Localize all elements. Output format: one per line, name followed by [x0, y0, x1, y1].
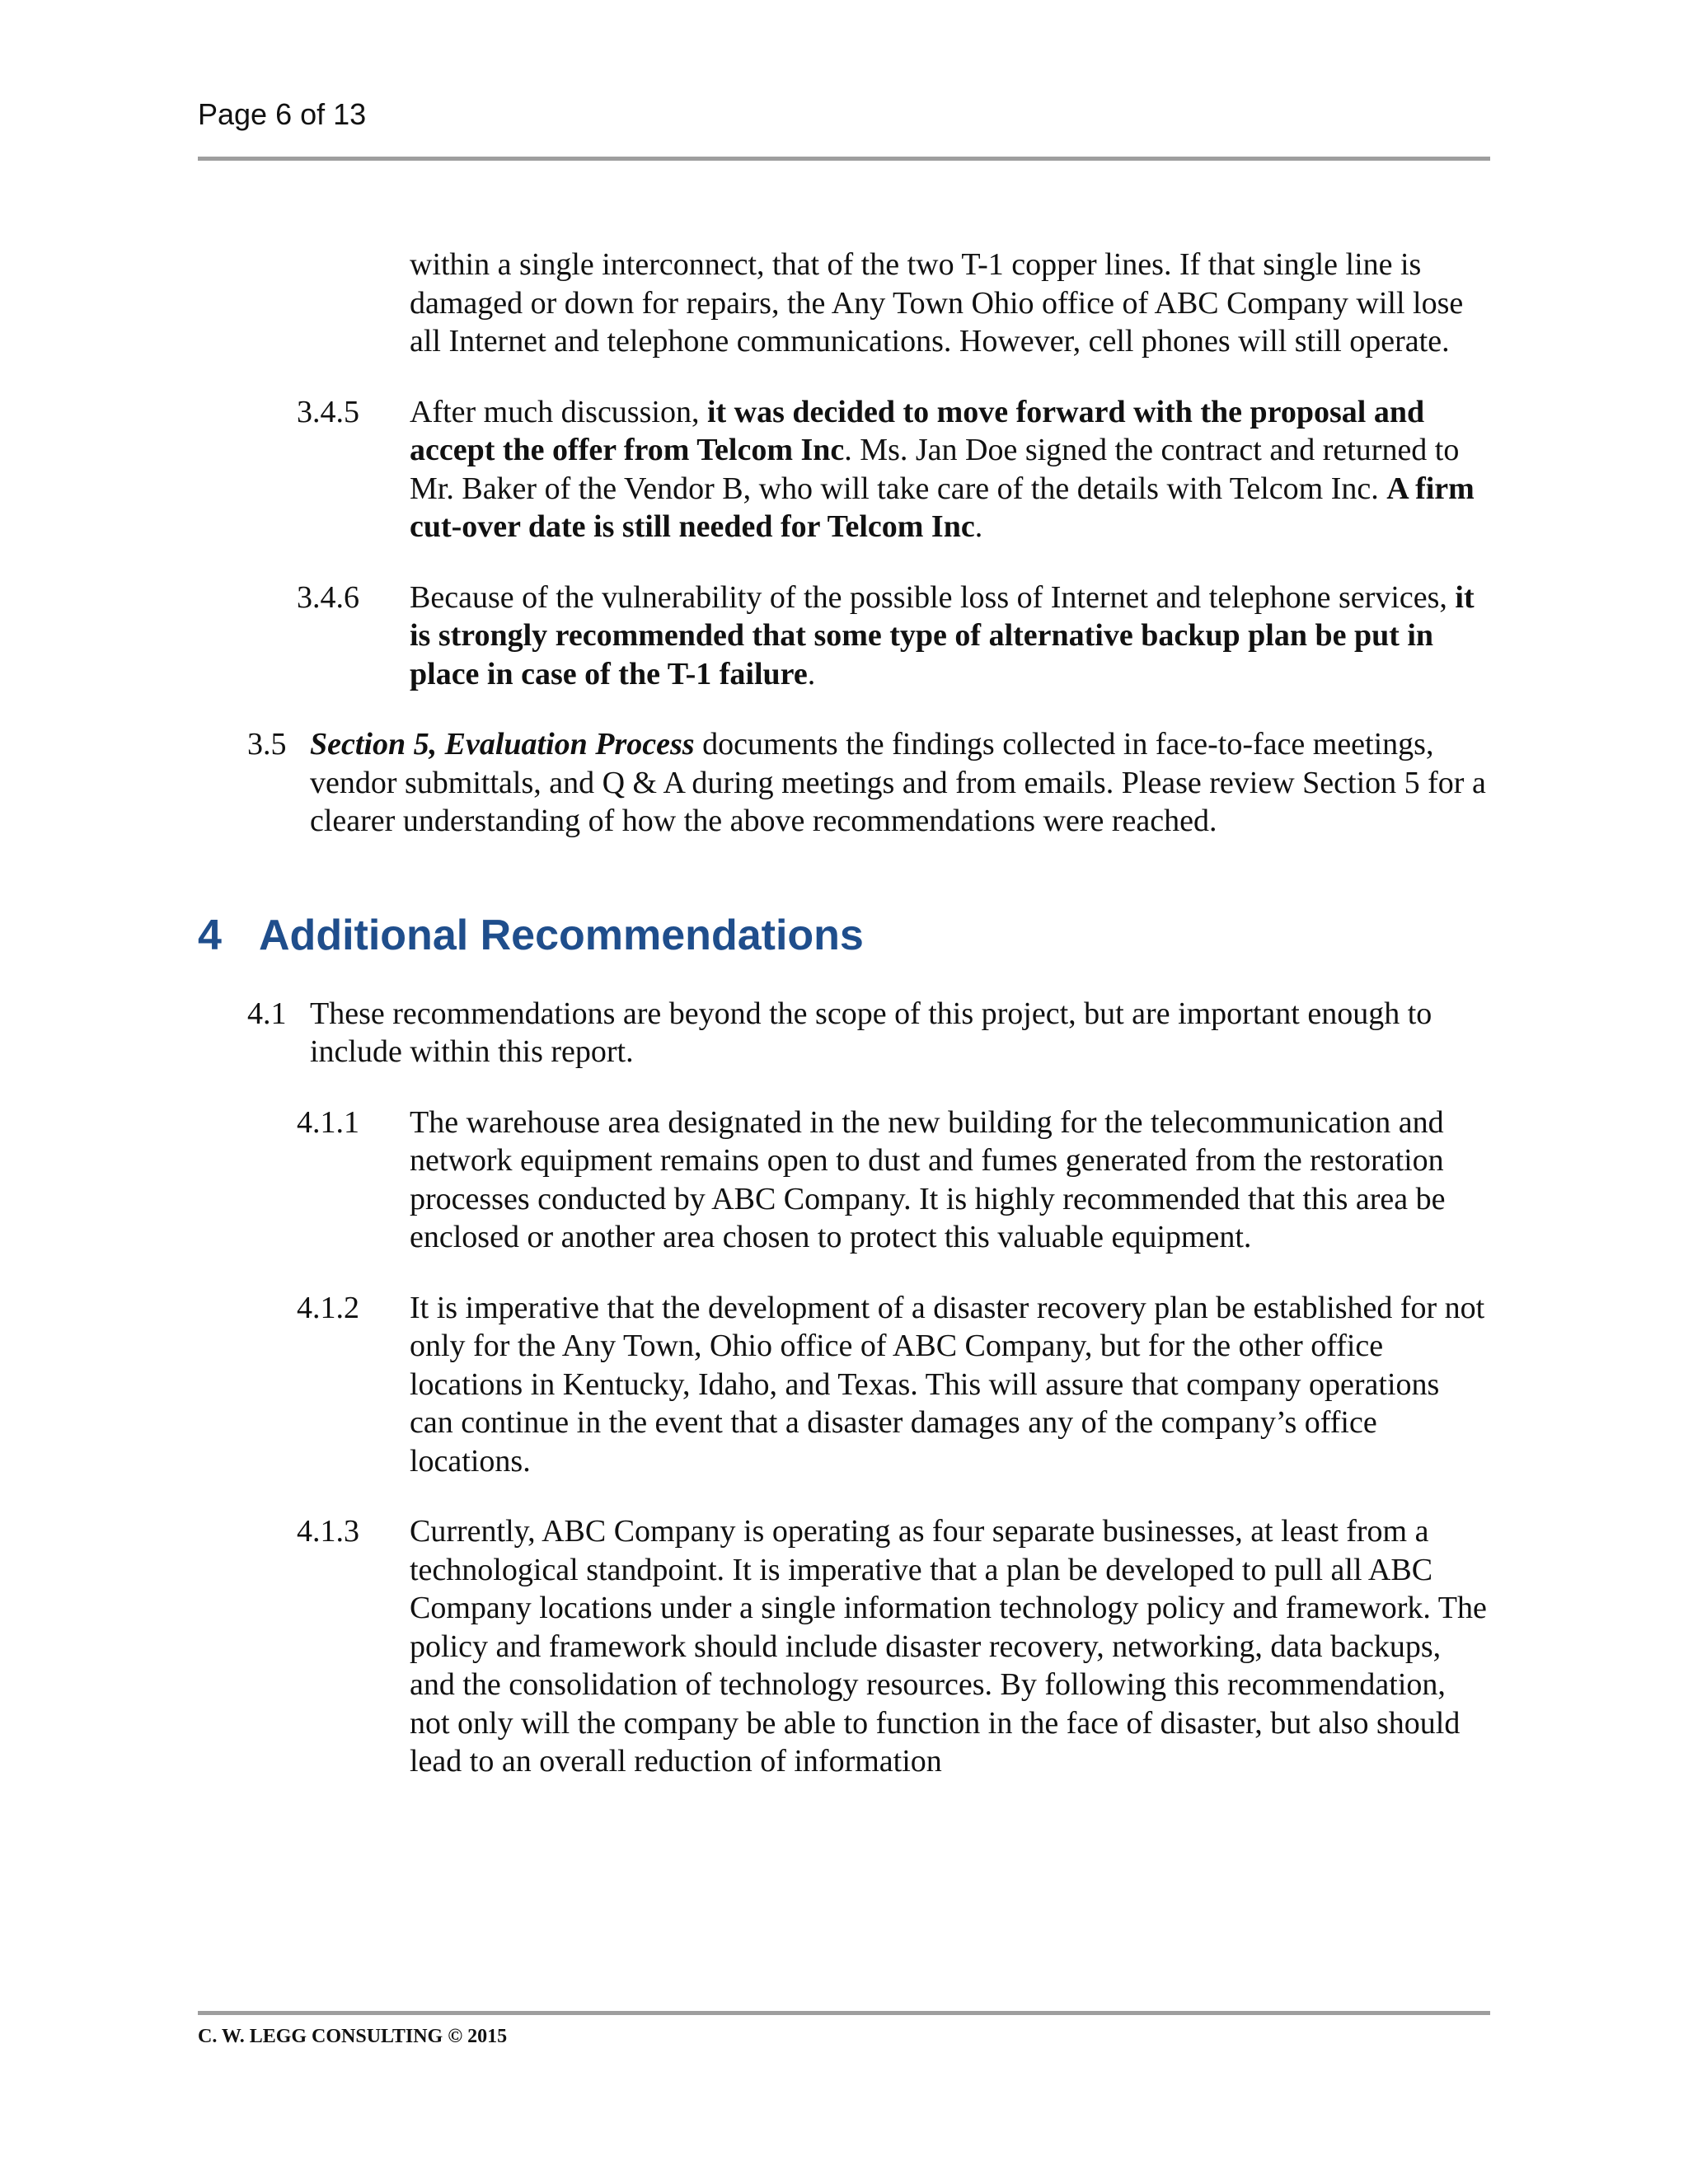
bold-text: it was decided to move forward with the proposal and accept the offer from Telcom Inc [410, 394, 1425, 467]
paragraph-number: 4.1.1 [297, 1104, 359, 1140]
text: The warehouse area designated in the new building for the telecommunication and network equipment remains open to dust and fumes generated from the restoration processes conducted by ABC Company. It is highly recommended that this area be enclosed or another area chosen to protect this valuable equipment. [410, 1104, 1446, 1254]
paragraph-4-1-2 [198, 1289, 1490, 1481]
paragraph-4-1 [198, 995, 1490, 1071]
paragraph-number: 3.5 [247, 727, 287, 762]
paragraph-number: 4.1.3 [297, 1514, 359, 1549]
section-reference: Section 5, Evaluation Process [310, 727, 695, 762]
paragraph-4-1-1 [198, 1104, 1490, 1257]
page-number: Page 6 of 13 [198, 97, 367, 131]
paragraph-continuation: within a single interconnect, that of the two T-1 copper lines. If that single line is damaged or down for repairs, the Any Town Ohio office of ABC Company will lose all Internet and telephone communications. However, cell phones will still operate. [410, 247, 1464, 359]
text: Currently, ABC Company is operating as four separate businesses, at least from a technological standpoint. It is imperative that a plan be developed to pull all ABC Company locations under a single information technology policy and framework. The policy and framework should include disaster recovery, networking, data backups, and the consolidation of technology resources. By following this recommendation, not only will the company be able to function in the face of disaster, but also should lead to an overall reduction of information [410, 1514, 1487, 1779]
paragraph-number: 3.4.5 [297, 394, 359, 429]
paragraph-3-4-6 [198, 579, 1490, 694]
paragraph-4-1-3 [198, 1512, 1490, 1781]
paragraph-3-4-5 [198, 393, 1490, 546]
paragraph-number: 3.4.6 [297, 579, 359, 615]
text: Because of the vulnerability of the possible loss of Internet and telephone services, [410, 579, 1456, 615]
header-rule [198, 157, 1490, 161]
bold-text: it is strongly recommended that some type of alternative backup plan be put in place in case of the T-1 failure [410, 579, 1475, 691]
text: . [807, 656, 816, 691]
footer-copyright: C. W. LEGG CONSULTING © 2015 [198, 2026, 508, 2047]
text: These recommendations are beyond the scope of this project, but are important enough to include within this report. [310, 996, 1432, 1069]
text: . [974, 509, 983, 544]
footer-rule [198, 2011, 1490, 2015]
text: . Ms. Jan Doe signed the contract and returned to Mr. Baker of the Vendor B, who will take care of the details with Telcom Inc. [410, 433, 1460, 506]
text: After much discussion, [410, 394, 707, 429]
paragraph-number: 4.1.2 [297, 1290, 359, 1325]
document-body [198, 246, 1490, 1781]
text: It is imperative that the development of a disaster recovery plan be established for not only for the Any Town, Ohio office of ABC Company, but for the other office locations in Kentucky, Idaho, and Texas. This will assure that company operations can continue in the event that a disaster damages any of the company’s office locations. [410, 1290, 1485, 1479]
paragraph-3-5 [198, 725, 1490, 841]
paragraph-number: 4.1 [247, 996, 287, 1031]
section-number: 4 [198, 911, 222, 959]
section-title: Additional Recommendations [259, 911, 864, 959]
section-heading [198, 909, 1490, 962]
bold-text: A firm cut-over date is still needed for Telcom Inc [410, 471, 1475, 544]
text: documents the findings collected in face-to-face meetings, vendor submittals, and Q & A during meetings and from emails. Please review Section 5 for a clearer understanding of how the above recommendations were reached. [310, 727, 1486, 838]
